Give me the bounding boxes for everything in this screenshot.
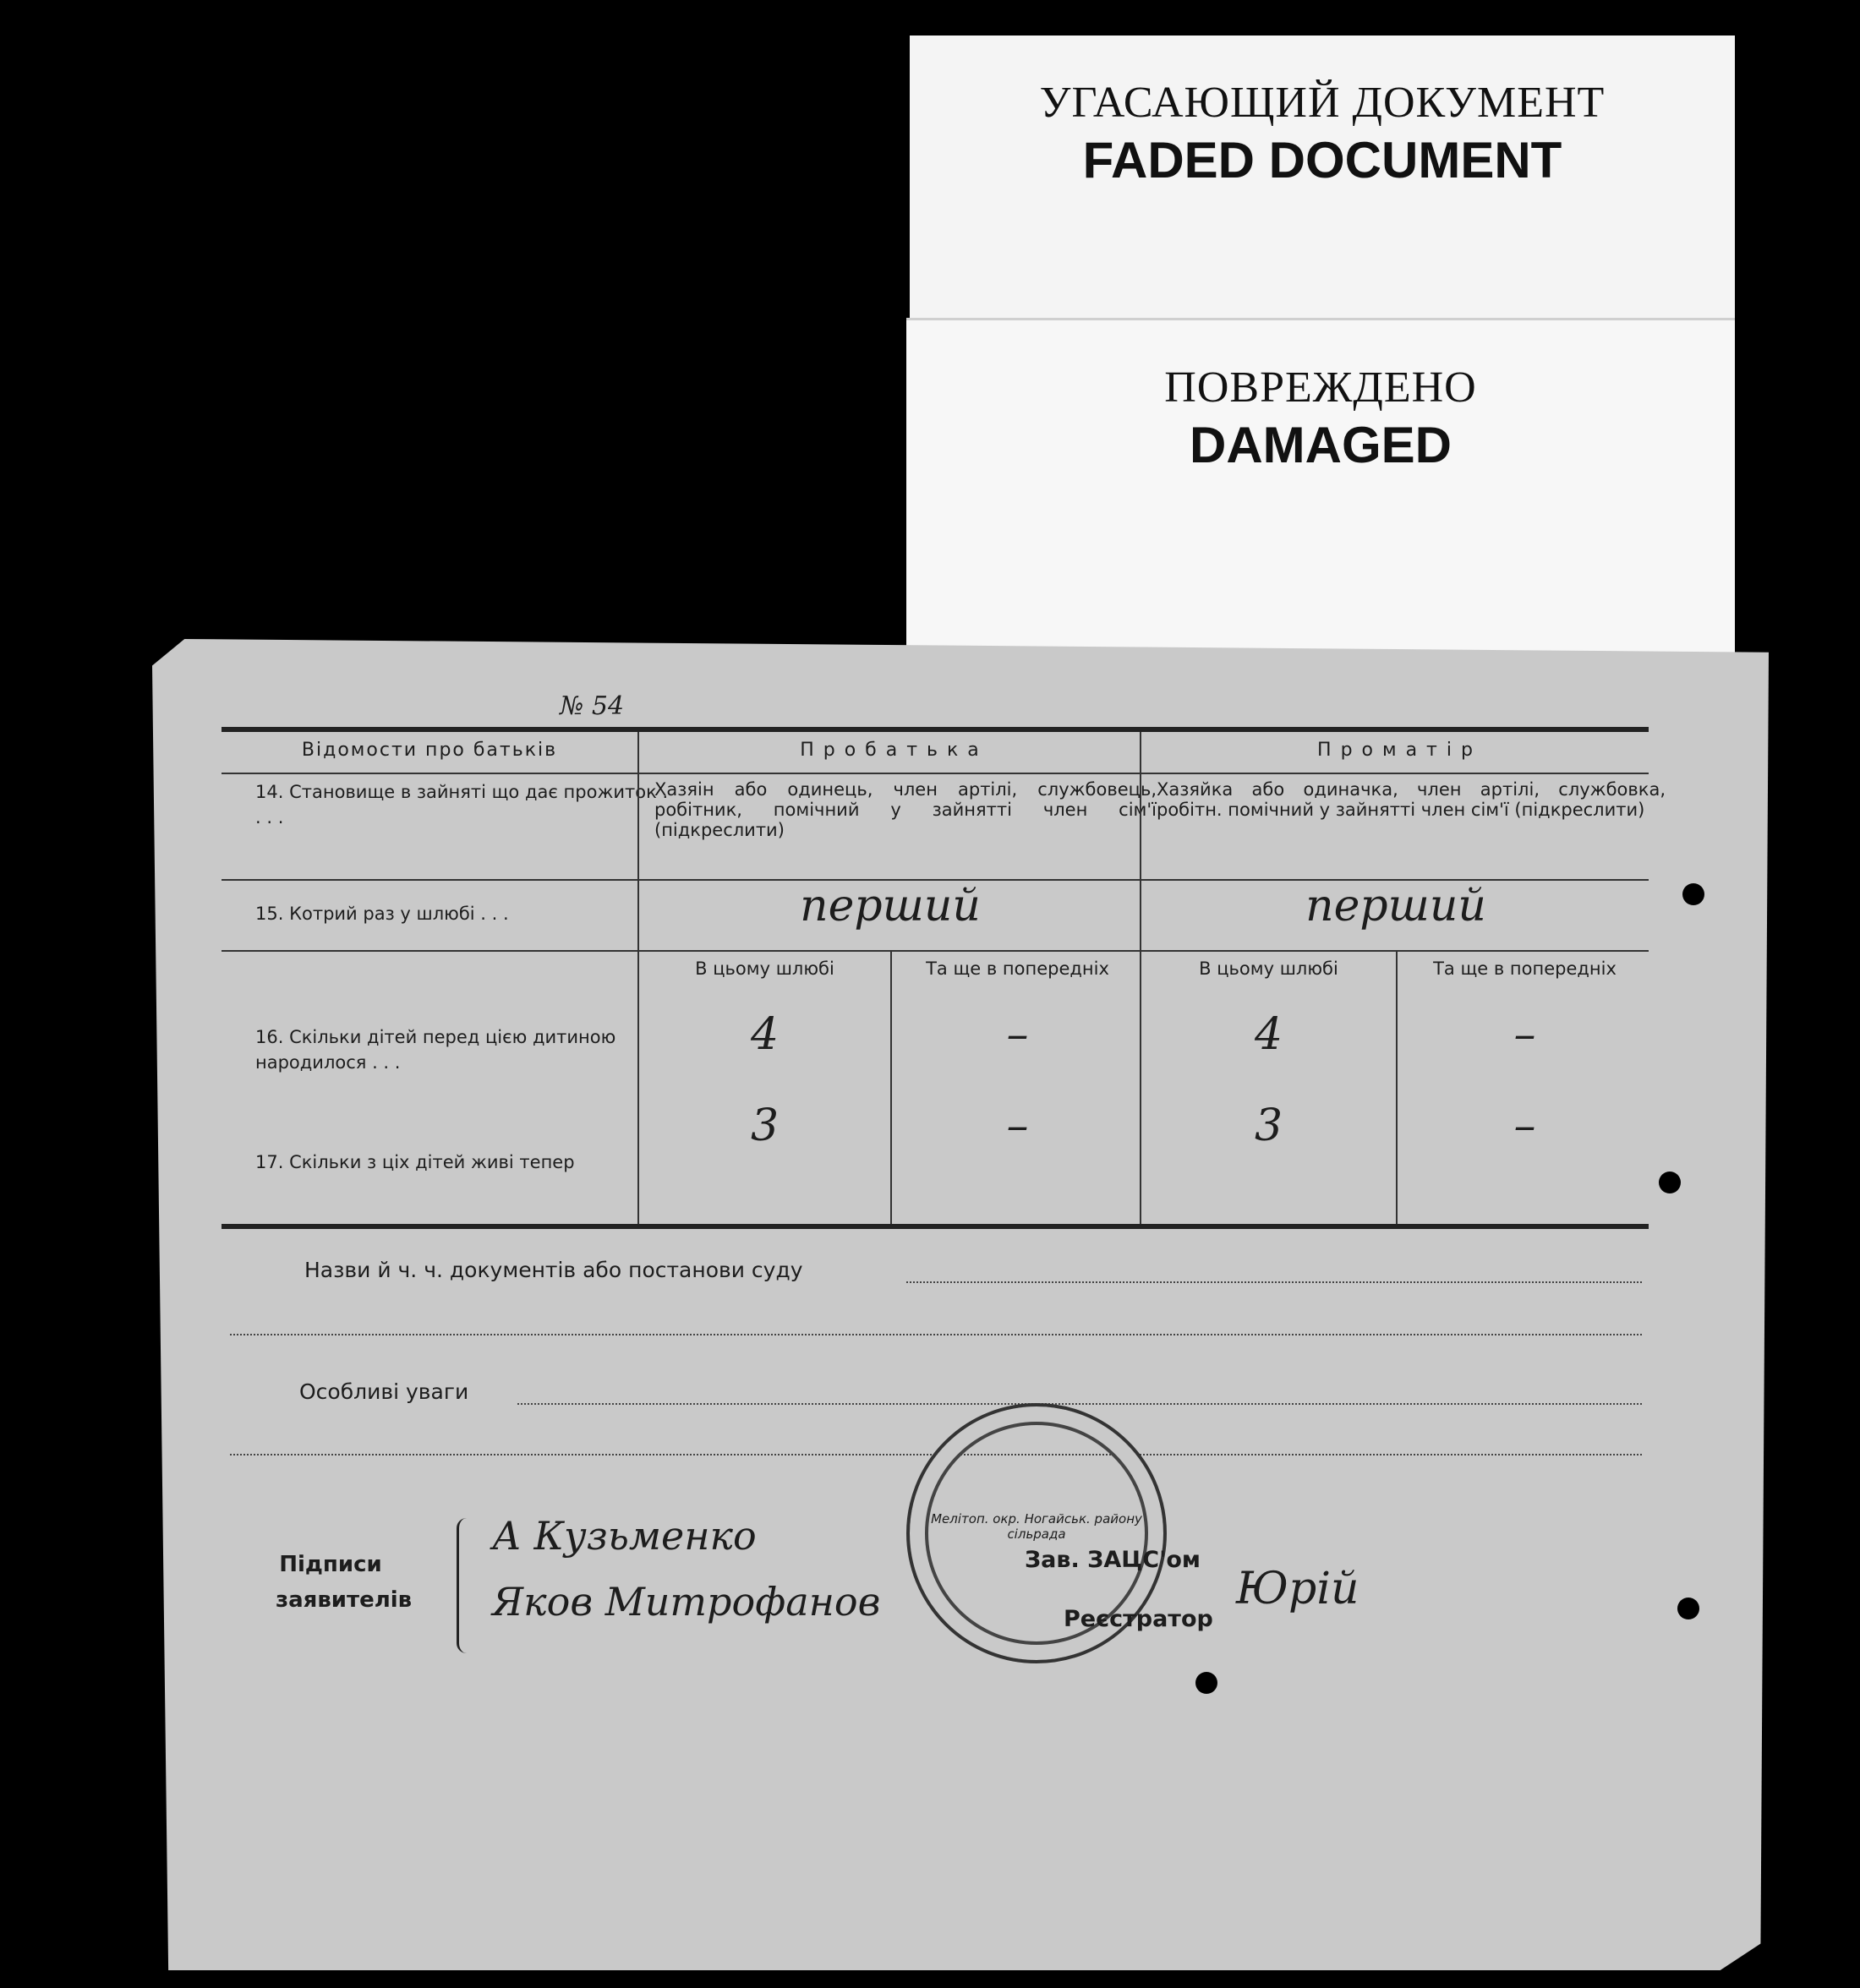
q14-father-options: Хазяін або одинець, член артілі, службовець, робітник, помічний у зайнятті член сім'ї (підкреслити) (637, 773, 1172, 893)
header-mother: П р о м а т і р (1140, 732, 1650, 773)
q16-father-previous: – (1006, 1009, 1029, 1060)
signatures-label: Підписи заявителів (276, 1552, 413, 1613)
damaged-label-russian: ПОВРЕЖДЕНО (1164, 363, 1477, 412)
punch-hole (1659, 1172, 1681, 1193)
registration-form (222, 691, 1666, 1868)
q15-mother-answer: перший (1140, 881, 1650, 950)
row-15-marriage-count (222, 881, 1649, 952)
header-parents-info: Відомости про батьків (301, 740, 558, 761)
punch-hole (1682, 883, 1704, 905)
reference-note: № 54 (560, 691, 625, 721)
signature-brace (457, 1518, 473, 1653)
q15-label: 15. Котрий раз у шлюбі . . . (255, 904, 509, 924)
q17-mother-previous: – (1513, 1100, 1536, 1151)
q17-father-previous: – (1006, 1100, 1029, 1151)
faded-document-label (910, 36, 1735, 323)
registrar-label: Реєстратор (1064, 1606, 1213, 1632)
subheader-father-this-marriage: В цьому шлюбі (695, 958, 834, 979)
subheader-mother-this-marriage: В цьому шлюбі (1199, 958, 1338, 979)
q14-label: 14. Становище в зайняті що дає прожиток . . . . (255, 782, 669, 827)
damaged-document-label (906, 318, 1735, 658)
table-bottom-rule (222, 1224, 1649, 1229)
header-father: П р о б а т ь к а (637, 732, 1141, 773)
q17-father-this: 3 (750, 1100, 780, 1151)
documents-label: Назви й ч. ч. документів або постанови суду (304, 1258, 803, 1282)
q16-mother-previous: – (1513, 1009, 1536, 1060)
q14-mother-options: Хазяйка або одиначка, член артілі, службовка, робітн. помічний у зайнятті член сім'ї (підкреслити) (1140, 773, 1681, 893)
q17-mother-this: 3 (1254, 1100, 1283, 1151)
applicant-signature-1: А Кузьменко (492, 1513, 757, 1559)
remarks-label: Особливі уваги (299, 1379, 469, 1404)
stamp-text: Мелітоп. окр. Ногайськ. району сільрада (931, 1511, 1142, 1542)
damaged-label-english: DAMAGED (1190, 417, 1452, 473)
row-14-occupation (222, 773, 1666, 881)
documents-line-2 (230, 1334, 1642, 1335)
subheader-mother-previous: Та ще в попередніх (1433, 958, 1617, 979)
q16-father-this: 4 (750, 1009, 780, 1060)
registrar-signature: Юрій (1236, 1564, 1359, 1614)
punch-hole (1677, 1598, 1699, 1619)
applicant-signature-2: Яков Митрофанов (492, 1579, 881, 1625)
q15-father-answer: перший (637, 881, 1141, 950)
table-header (222, 727, 1649, 774)
rows-16-17-children (222, 952, 1649, 1226)
q16-label: 16. Скільки дітей перед цією дитиною народилося . . . (255, 1027, 616, 1073)
faded-label-english: FADED DOCUMENT (1082, 132, 1562, 188)
faded-label-russian: УГАСАЮЩИЙ ДОКУМЕНТ (1039, 79, 1606, 127)
documents-line (906, 1281, 1642, 1283)
punch-hole (1195, 1672, 1217, 1694)
q17-label: 17. Скільки з ціх дітей живі тепер (255, 1152, 575, 1172)
q16-mother-this: 4 (1254, 1009, 1283, 1060)
subheader-father-previous: Та ще в попередніх (926, 958, 1109, 979)
remarks-line (517, 1403, 1642, 1405)
head-of-registry-label: Зав. ЗАЦС'ом (1025, 1547, 1201, 1573)
